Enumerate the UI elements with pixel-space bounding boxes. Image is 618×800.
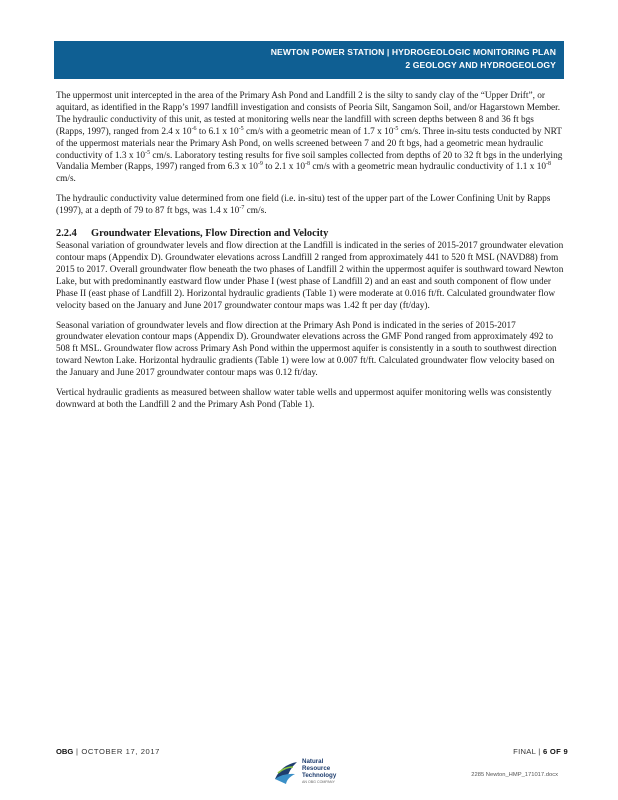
paragraph-landfill-flow: Seasonal variation of groundwater levels and flow direction at the Landfill is indicated in the series of 2015-2017 groundwater elevation contour maps (Appendix D). Groundwater elevations across Landfill 2 ranged from approximately 441 to 520 ft MSL (NAVD88) from 2015 to 2017. Overall groundwater flow beneath the two phases of Landfill 2 within the uppermost aquifer is southward toward Newton Lake, but with predominantly eastward flow under Phase I (west phase of Landfill 2) and an east and south component of flow under Phase II (east phase of Landfill 2). Horizontal hydraulic gradients (Table 1) were moderate at 0.016 ft/ft. Calculated groundwater flow velocity based on the January and June 2017 groundwater contour maps was 1.42 ft per day (ft/day). (56, 241, 564, 311)
nrt-logo-text: Natural Resource Technology AN OBG COMPANY (302, 758, 337, 784)
header-section: 2 GEOLOGY AND HYDROGEOLOGY (405, 60, 556, 70)
header-bar (54, 41, 564, 79)
footer-filename: 2285 Newton_HMP_171017.docx (471, 772, 558, 778)
paragraph-vertical-gradients: Vertical hydraulic gradients as measured between shallow water table wells and uppermost aquifer monitoring wells was consistently downward at both the Landfill 2 and the Primary Ash Pond (Table 1). (56, 388, 552, 410)
nrt-logo (273, 757, 343, 789)
paragraph-ash-pond-flow: Seasonal variation of groundwater levels and flow direction at the Primary Ash Pond is indicated in the series of 2015-2017 groundwater elevation contour maps (Appendix D). Groundwater elevations across the GMF Pond ranged from approximately 492 to 508 ft MSL. Groundwater flow across Primary Ash Pond within the uppermost aquifer is consistently in a south to southwest direction toward Newton Lake. Horizontal hydraulic gradients (Table 1) were low at 0.007 ft/ft. Calculated groundwater flow velocity based on the January and June 2017 groundwater contour maps was 0.12 ft/day. (56, 320, 557, 379)
document-body (56, 91, 564, 420)
section-heading (56, 228, 564, 239)
nrt-logo-icon (273, 759, 299, 785)
footer-right (513, 747, 568, 756)
footer-org: OBG (56, 747, 74, 756)
paragraph-lower-confining: The hydraulic conductivity value determined from one field (i.e. in-situ) test of the upper part of the Lower Confining Unit by Rapps (1997), at a depth of 79 to 87 ft bgs, was 1.4 x $10^{-7}$ cm/s. (56, 194, 551, 217)
footer-left (56, 747, 160, 756)
footer-status: FINAL | (513, 747, 541, 756)
paragraph-upper-drift: The uppermost unit intercepted in the area of the Primary Ash Pond and Landfill 2 is the silty to sandy clay of the “Upper Drift”, or aquitard, as identified in the Rapp’s 1997 landfill investigation and consists of Peoria Silt, Sangamon Soil, and/or Hagarstown Member. The hydraulic conductivity of this unit, as tested at monitoring wells near the landfill with screen depths between 8 and 36 ft bgs (Rapps, 1997), ranged from 2.4 x $10^{-6}$ to 6.1 x $10^{-5}$ cm/s with a geometric mean of 1.7 x $10^{-5}$ cm/s. Three in-situ tests conducted by NRT of the uppermost materials near the Primary Ash Pond, on wells screened between 7 and 20 ft bgs, had a geometric mean hydraulic conductivity of 1.3 x $10^{-5}$ cm/s. Laboratory testing results for five soil samples collected from depths of 20 to 32 ft bgs in the underlying Vandalia Member (Rapps, 1997) ranged from 6.3 x $10^{-9}$ to 2.1 x $10^{-8}$ cm/s with a geometric mean hydraulic conductivity of 1.1 x $10^{-8}$ cm/s. (56, 91, 563, 185)
section-title: Groundwater Elevations, Flow Direction and Velocity (91, 228, 329, 240)
footer-date: | OCTOBER 17, 2017 (76, 747, 160, 756)
header-title: NEWTON POWER STATION | HYDROGEOLOGIC MONITORING PLAN (270, 47, 556, 57)
section-number: 2.2.4 (56, 228, 77, 240)
page-number: 6 OF 9 (542, 747, 568, 756)
